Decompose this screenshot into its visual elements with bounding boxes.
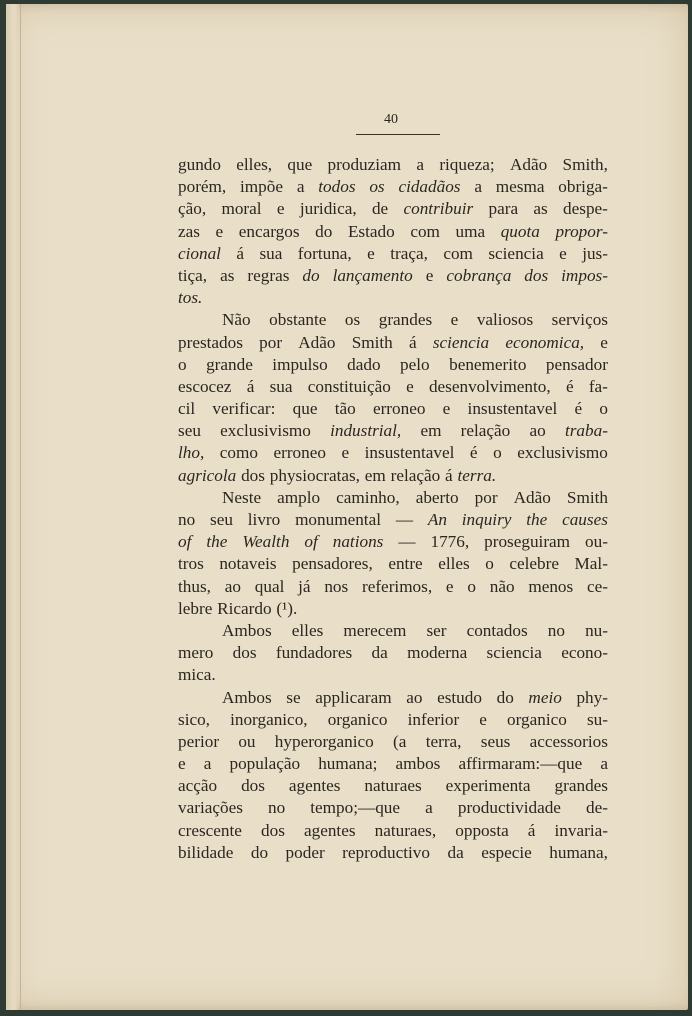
word: impulso xyxy=(272,354,328,374)
text-line xyxy=(178,553,608,575)
word: sua xyxy=(269,376,293,396)
word: exclusivismo xyxy=(220,421,311,441)
word: desenvolvimento, xyxy=(428,376,551,396)
word: por xyxy=(259,332,283,352)
word: poder xyxy=(285,842,325,862)
word: Adão xyxy=(513,487,551,507)
word: erroneo xyxy=(273,443,326,463)
word: causes xyxy=(562,510,608,529)
word: que xyxy=(287,155,313,174)
word: obstante xyxy=(269,310,327,330)
word: jus- xyxy=(582,243,608,263)
word: e xyxy=(600,332,608,352)
word: impos- xyxy=(561,265,608,285)
word: naturaes, xyxy=(374,820,437,840)
word: e xyxy=(450,310,459,330)
word: regras xyxy=(247,265,290,285)
word: mica. xyxy=(178,665,216,685)
word: gundo xyxy=(178,155,221,174)
word: como xyxy=(219,443,258,463)
text-line xyxy=(178,820,608,842)
text-line xyxy=(178,731,608,753)
word: ao xyxy=(529,421,546,441)
word: referimos, xyxy=(361,576,433,596)
word: as xyxy=(220,265,235,285)
header-rule xyxy=(356,134,440,135)
word: monumental xyxy=(295,510,381,529)
word: no xyxy=(547,620,565,640)
word: terra. xyxy=(457,465,497,485)
word: despe- xyxy=(563,199,608,219)
word: ao xyxy=(224,576,241,596)
word: humana, xyxy=(549,842,608,862)
word: pelo xyxy=(400,354,430,374)
word: com xyxy=(443,243,473,263)
word: productividade xyxy=(457,798,561,818)
word: cil xyxy=(178,399,196,419)
word: 1776, xyxy=(430,532,470,552)
word: do xyxy=(496,687,514,707)
word: grande xyxy=(206,354,253,374)
word: juridica, xyxy=(299,199,357,219)
word: moderna xyxy=(407,643,468,663)
word: sciencia xyxy=(488,243,544,263)
word: as xyxy=(533,199,548,219)
word: os xyxy=(369,177,385,197)
word: serviços xyxy=(551,310,608,330)
word: é xyxy=(574,399,583,419)
text-line xyxy=(178,687,608,709)
word: sciencia xyxy=(486,643,542,663)
text-line xyxy=(178,176,608,198)
word: de- xyxy=(586,798,608,818)
word: no xyxy=(267,798,286,818)
word: relação xyxy=(390,465,441,485)
word: á xyxy=(527,820,536,840)
word: todos xyxy=(318,177,356,197)
word: accessorios xyxy=(529,731,608,751)
word: proseguiram xyxy=(484,532,571,552)
word: — xyxy=(395,510,413,529)
word: tros xyxy=(178,554,204,574)
word: é xyxy=(469,443,478,463)
word: contribuir xyxy=(403,199,474,219)
word: bilidade xyxy=(178,842,234,862)
word: e xyxy=(445,576,454,596)
word: e xyxy=(367,243,375,263)
word: of xyxy=(178,532,192,552)
word: economica, xyxy=(505,332,585,352)
word: (¹). xyxy=(276,598,298,618)
text-line xyxy=(178,531,608,553)
word: dos xyxy=(241,465,265,485)
word: zas xyxy=(178,221,200,241)
word: dos xyxy=(241,776,265,796)
text-line xyxy=(178,243,608,265)
word: tiça, xyxy=(178,265,208,285)
word: inferior xyxy=(407,709,460,729)
text-line xyxy=(178,775,608,797)
word: Neste xyxy=(222,487,262,507)
word: nu- xyxy=(585,620,608,640)
word: reproductivo xyxy=(342,842,430,862)
word: agricola xyxy=(178,465,237,485)
word: com xyxy=(410,221,440,241)
word: riqueza; xyxy=(439,155,495,174)
word: seu xyxy=(178,421,201,441)
word: organico xyxy=(507,709,567,729)
text-line xyxy=(178,309,608,331)
word: e xyxy=(442,399,451,419)
word: ser xyxy=(426,620,447,640)
word: propor- xyxy=(555,221,608,241)
text-line xyxy=(178,442,608,464)
word: caminho, xyxy=(336,487,400,507)
word: Não xyxy=(222,310,251,330)
word: hyperorganico xyxy=(274,731,374,751)
text-line xyxy=(178,642,608,664)
word: tempo;—que xyxy=(310,798,401,818)
word: cobrança xyxy=(446,265,512,285)
word: crescente xyxy=(178,820,242,840)
book-page xyxy=(6,4,688,1010)
word: qual xyxy=(254,576,285,596)
word: e xyxy=(341,443,350,463)
word: pensador xyxy=(545,354,608,374)
word: e xyxy=(425,265,434,285)
text-line xyxy=(178,709,608,731)
word: agentes xyxy=(288,776,341,796)
word: naturaes xyxy=(364,776,422,796)
word: inquiry xyxy=(461,510,512,529)
text-line xyxy=(178,509,608,531)
word: para xyxy=(488,199,519,219)
text-line xyxy=(178,420,608,442)
word: agentes xyxy=(303,820,356,840)
text-line xyxy=(178,354,608,376)
word: fundadores xyxy=(275,643,353,663)
word: sico, xyxy=(178,709,210,729)
word: mesma xyxy=(495,177,545,197)
word: elles xyxy=(438,554,470,574)
word: ou xyxy=(238,731,256,751)
word: especie xyxy=(481,842,532,862)
word: do xyxy=(250,842,269,862)
text-line xyxy=(178,198,608,220)
word: constituição xyxy=(307,376,391,396)
word: o xyxy=(467,576,476,596)
word: of xyxy=(304,532,318,552)
word: encargos xyxy=(238,221,300,241)
word: uma xyxy=(455,221,486,241)
word: em xyxy=(364,465,386,485)
word: que xyxy=(292,399,318,419)
word: o xyxy=(178,354,187,374)
word: e xyxy=(559,243,567,263)
word: a xyxy=(416,155,424,174)
word: Mal- xyxy=(574,554,608,574)
word: pensadores, xyxy=(292,554,373,574)
word: grandes xyxy=(378,310,433,330)
word: do xyxy=(315,221,333,241)
word: nos xyxy=(324,576,349,596)
word: estudo xyxy=(437,687,482,707)
word: á xyxy=(246,376,255,396)
word: applicaram xyxy=(315,687,392,707)
word: dos xyxy=(232,643,257,663)
word: benemerito xyxy=(449,354,527,374)
word: Adão xyxy=(298,332,336,352)
word: o xyxy=(599,399,608,419)
word: Adão xyxy=(509,155,548,174)
word: Ambos xyxy=(222,620,272,640)
word: dado xyxy=(347,354,381,374)
word: opposta xyxy=(455,820,509,840)
word: dos xyxy=(261,820,285,840)
word: notaveis xyxy=(219,554,277,574)
word: verificar: xyxy=(212,399,276,419)
word: celebre xyxy=(509,554,559,574)
text-line xyxy=(178,465,608,487)
word: á xyxy=(408,332,417,352)
word: Smith xyxy=(566,487,608,507)
word: industrial, xyxy=(330,421,402,441)
word: seu xyxy=(210,510,233,529)
word: é xyxy=(565,376,574,396)
word: econo- xyxy=(561,643,608,663)
word: da xyxy=(447,842,464,862)
word: lebre xyxy=(178,598,213,618)
word: ou- xyxy=(585,532,608,552)
text-line xyxy=(178,154,608,176)
word: se xyxy=(286,687,301,707)
word: organico xyxy=(327,709,388,729)
word: Wealth xyxy=(242,532,290,552)
word: relação xyxy=(460,421,511,441)
text-line xyxy=(178,664,608,686)
word: não xyxy=(489,576,515,596)
word: exclusivismo xyxy=(517,443,608,463)
word: prestados xyxy=(178,332,243,352)
word: a xyxy=(296,177,305,197)
word: livro xyxy=(247,510,281,529)
word: o xyxy=(485,554,494,574)
word: no xyxy=(178,510,196,529)
word: á xyxy=(445,465,453,485)
word: produziam xyxy=(327,155,402,174)
word: quota xyxy=(500,221,540,241)
word: dos xyxy=(524,265,549,285)
text-line xyxy=(178,398,608,420)
text-line xyxy=(178,221,608,243)
word: ce- xyxy=(586,576,608,596)
word: em xyxy=(420,421,442,441)
word: e xyxy=(479,709,487,729)
word: e xyxy=(215,221,224,241)
word: thus, xyxy=(178,576,211,596)
word: Smith, xyxy=(562,155,608,174)
word: nations xyxy=(332,532,384,552)
word: elles, xyxy=(236,155,273,174)
word: e xyxy=(406,376,414,396)
word: sciencia xyxy=(432,332,490,352)
word: e xyxy=(178,754,186,774)
word: erroneo xyxy=(372,399,426,419)
word: invaria- xyxy=(554,820,608,840)
word: Ambos xyxy=(222,687,272,707)
text-line xyxy=(178,598,608,620)
word: affirmaram:—que xyxy=(458,754,583,774)
text-line xyxy=(178,376,608,398)
word: insustentavel xyxy=(467,399,558,419)
word: An xyxy=(427,510,447,529)
word: seus xyxy=(480,731,511,751)
word: aberto xyxy=(415,487,459,507)
word: a xyxy=(474,177,482,197)
word: porém, xyxy=(178,177,227,197)
word: elles xyxy=(291,620,324,640)
word: sua xyxy=(259,243,283,263)
word: a xyxy=(203,754,212,774)
word: do xyxy=(302,265,320,285)
word: fortuna, xyxy=(297,243,352,263)
word: insustentavel xyxy=(364,443,455,463)
word: lançamento xyxy=(332,265,413,285)
word: meio xyxy=(528,687,562,707)
word: á xyxy=(236,243,245,263)
word: (a xyxy=(393,731,407,751)
word: lho, xyxy=(178,443,205,463)
word: cional xyxy=(178,243,221,263)
text-line xyxy=(178,620,608,642)
word: amplo xyxy=(277,487,321,507)
text-line xyxy=(178,797,608,819)
word: traba- xyxy=(564,421,608,441)
word: perior xyxy=(178,731,220,751)
word: da xyxy=(371,643,388,663)
word: já xyxy=(298,576,311,596)
word: cidadãos xyxy=(398,177,461,197)
text-line xyxy=(178,576,608,598)
word: os xyxy=(344,310,361,330)
word: phy- xyxy=(576,687,608,707)
word: physiocratas, xyxy=(269,465,360,485)
word: população xyxy=(229,754,301,774)
text-line xyxy=(178,287,608,309)
word: acção xyxy=(178,776,218,796)
text-line xyxy=(178,753,608,775)
word: humana; xyxy=(318,754,378,774)
word: merecem xyxy=(343,620,407,640)
word: entre xyxy=(388,554,423,574)
text-line xyxy=(178,332,608,354)
page-edge xyxy=(6,4,21,1010)
word: por xyxy=(474,487,498,507)
word: valiosos xyxy=(476,310,534,330)
text-line xyxy=(178,842,608,864)
word: e xyxy=(276,199,285,219)
body-text xyxy=(178,154,608,864)
word: su- xyxy=(586,709,608,729)
word: — xyxy=(398,532,416,552)
word: tos. xyxy=(178,288,203,308)
word: Estado xyxy=(347,221,395,241)
word: de xyxy=(371,199,389,219)
word: mero xyxy=(178,643,214,663)
word: fa- xyxy=(588,376,608,396)
word: Smith xyxy=(351,332,393,352)
word: tão xyxy=(334,399,356,419)
word: variações xyxy=(178,798,243,818)
word: a xyxy=(425,798,433,818)
word: ção, xyxy=(178,199,207,219)
word: ambos xyxy=(395,754,441,774)
word: moral xyxy=(221,199,262,219)
word: contados xyxy=(466,620,528,640)
word: terra, xyxy=(425,731,462,751)
text-line xyxy=(178,487,608,509)
word: ao xyxy=(406,687,423,707)
word: impõe xyxy=(240,177,283,197)
word: o xyxy=(493,443,502,463)
word: the xyxy=(526,510,548,529)
page-number: 40 xyxy=(384,112,398,127)
word: a xyxy=(600,754,608,774)
word: the xyxy=(206,532,228,552)
word: experimenta xyxy=(445,776,531,796)
word: inorganico, xyxy=(230,709,308,729)
word: menos xyxy=(528,576,574,596)
text-line xyxy=(178,265,608,287)
word: obriga- xyxy=(558,177,608,197)
word: traça, xyxy=(390,243,428,263)
word: Ricardo xyxy=(217,598,272,618)
word: escocez xyxy=(178,376,232,396)
word: grandes xyxy=(554,776,608,796)
